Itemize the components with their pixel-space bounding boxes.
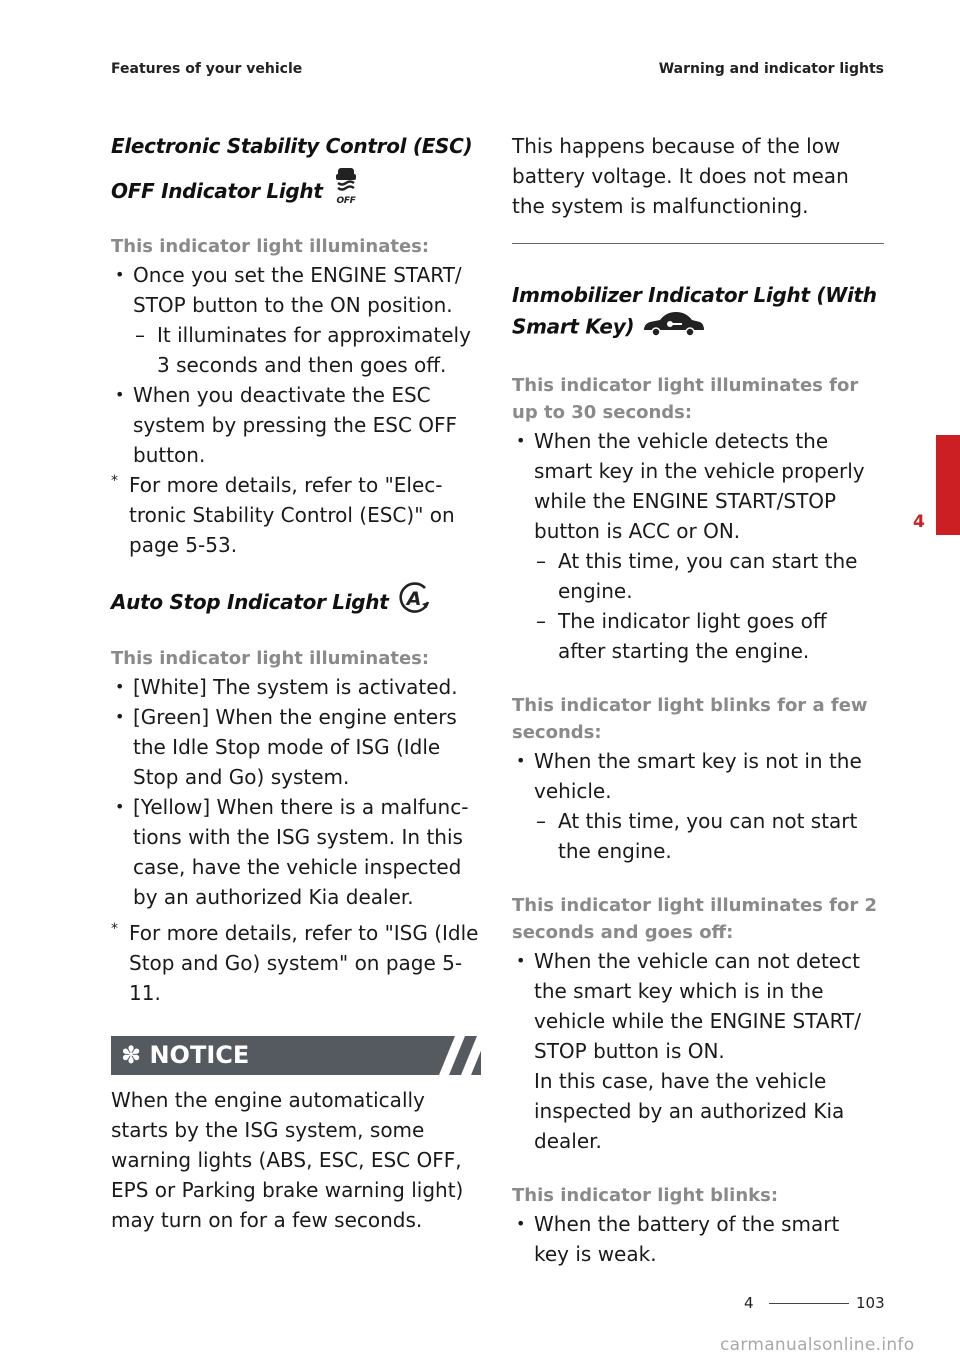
list-item: • [Green] When the engine enters the Idle Stop mode of ISG (Idle Stop and Go) system. [111, 702, 481, 792]
immobilizer-subheading-3: This indicator light illuminates for 2 seconds and goes off: [512, 895, 877, 943]
list-item: – The indicator light goes off after starting the engine. [536, 609, 827, 663]
notice-banner [111, 1036, 481, 1075]
continued-paragraph: This happens because of the low battery voltage. It does not mean the system is malfunctioning. [512, 134, 849, 218]
immobilizer-section-title: Immobilizer Indicator Light (With Smart Key) [512, 280, 884, 346]
list-item: • When you deactivate the ESC system by pressing the ESC OFF button. [111, 380, 481, 470]
immobilizer-subheading-2: This indicator light blinks for a few seconds: [512, 695, 868, 743]
list-item: • When the vehicle detects the smart key in the vehicle properly while the ENGINE START/STOP button is ACC or ON. [512, 426, 884, 546]
svg-text:A: A [406, 588, 421, 610]
watermark: carmanualsonline.info [720, 1335, 915, 1355]
immobilizer-subheading-1: This indicator light illuminates for up to 30 seconds: [512, 375, 859, 423]
esc-subheading: This indicator light illuminates: [111, 236, 430, 257]
list-item: • [Yellow] When there is a malfunc- tions with the ISG system. In this case, have the vehicle inspected by an authorized Kia dealer. [111, 792, 481, 912]
svg-text:OFF: OFF [336, 196, 356, 206]
list-item: • When the smart key is not in the vehicle. [512, 746, 884, 806]
right-column [512, 131, 884, 1269]
notice-label: ✽ NOTICE [121, 1041, 250, 1069]
list-item: – It illuminates for approximately 3 seconds and then goes off. [135, 323, 471, 377]
list-item: • When the vehicle can not detect the smart key which is in the vehicle while the ENGINE START/ STOP button is ON. In this case, have the vehicle inspected by an authorized Kia dealer. [512, 946, 884, 1156]
reference-note: * For more details, refer to "Elec- tronic Stability Control (ESC)" on page 5-53. [111, 473, 455, 557]
footer-divider [769, 1303, 849, 1304]
list-item: • Once you set the ENGINE START/ STOP button to the ON position. [111, 260, 481, 320]
running-header-right: Warning and indicator lights [658, 61, 884, 77]
list-item: – At this time, you can not start the engine. [536, 809, 858, 863]
esc-off-section-title: Electronic Stability Control (ESC) OFF Indicator Light OFF [111, 126, 481, 219]
chapter-side-number: 4 [913, 512, 925, 532]
auto-stop-subheading: This indicator light illuminates: [111, 648, 430, 669]
immobilizer-car-key-icon [640, 310, 706, 346]
esc-off-icon [329, 166, 363, 219]
list-item: • When the battery of the smart key is weak. [512, 1209, 884, 1269]
list-item: • [White] The system is activated. [111, 672, 481, 702]
list-item: – At this time, you can start the engine. [536, 549, 858, 603]
running-header-left: Features of your vehicle [111, 61, 303, 77]
left-column [111, 126, 481, 1235]
immobilizer-subheading-4: This indicator light blinks: [512, 1185, 779, 1206]
chapter-side-tab [936, 435, 960, 535]
reference-note: * For more details, refer to "ISG (Idle Stop and Go) system" on page 5- 11. [111, 921, 479, 1005]
footer-chapter: 4 [744, 1294, 754, 1312]
auto-stop-section-title: Auto Stop Indicator Light A [111, 580, 481, 627]
section-divider [512, 243, 884, 244]
footer-page-number: 103 [856, 1294, 885, 1312]
hazard-stripes-icon [421, 1036, 481, 1075]
notice-body: When the engine automatically starts by the ISG system, some warning lights (ABS, ESC, ESC OFF, EPS or Parking brake warning light) may turn on for a few seconds. [111, 1088, 464, 1232]
auto-stop-icon [395, 580, 435, 627]
